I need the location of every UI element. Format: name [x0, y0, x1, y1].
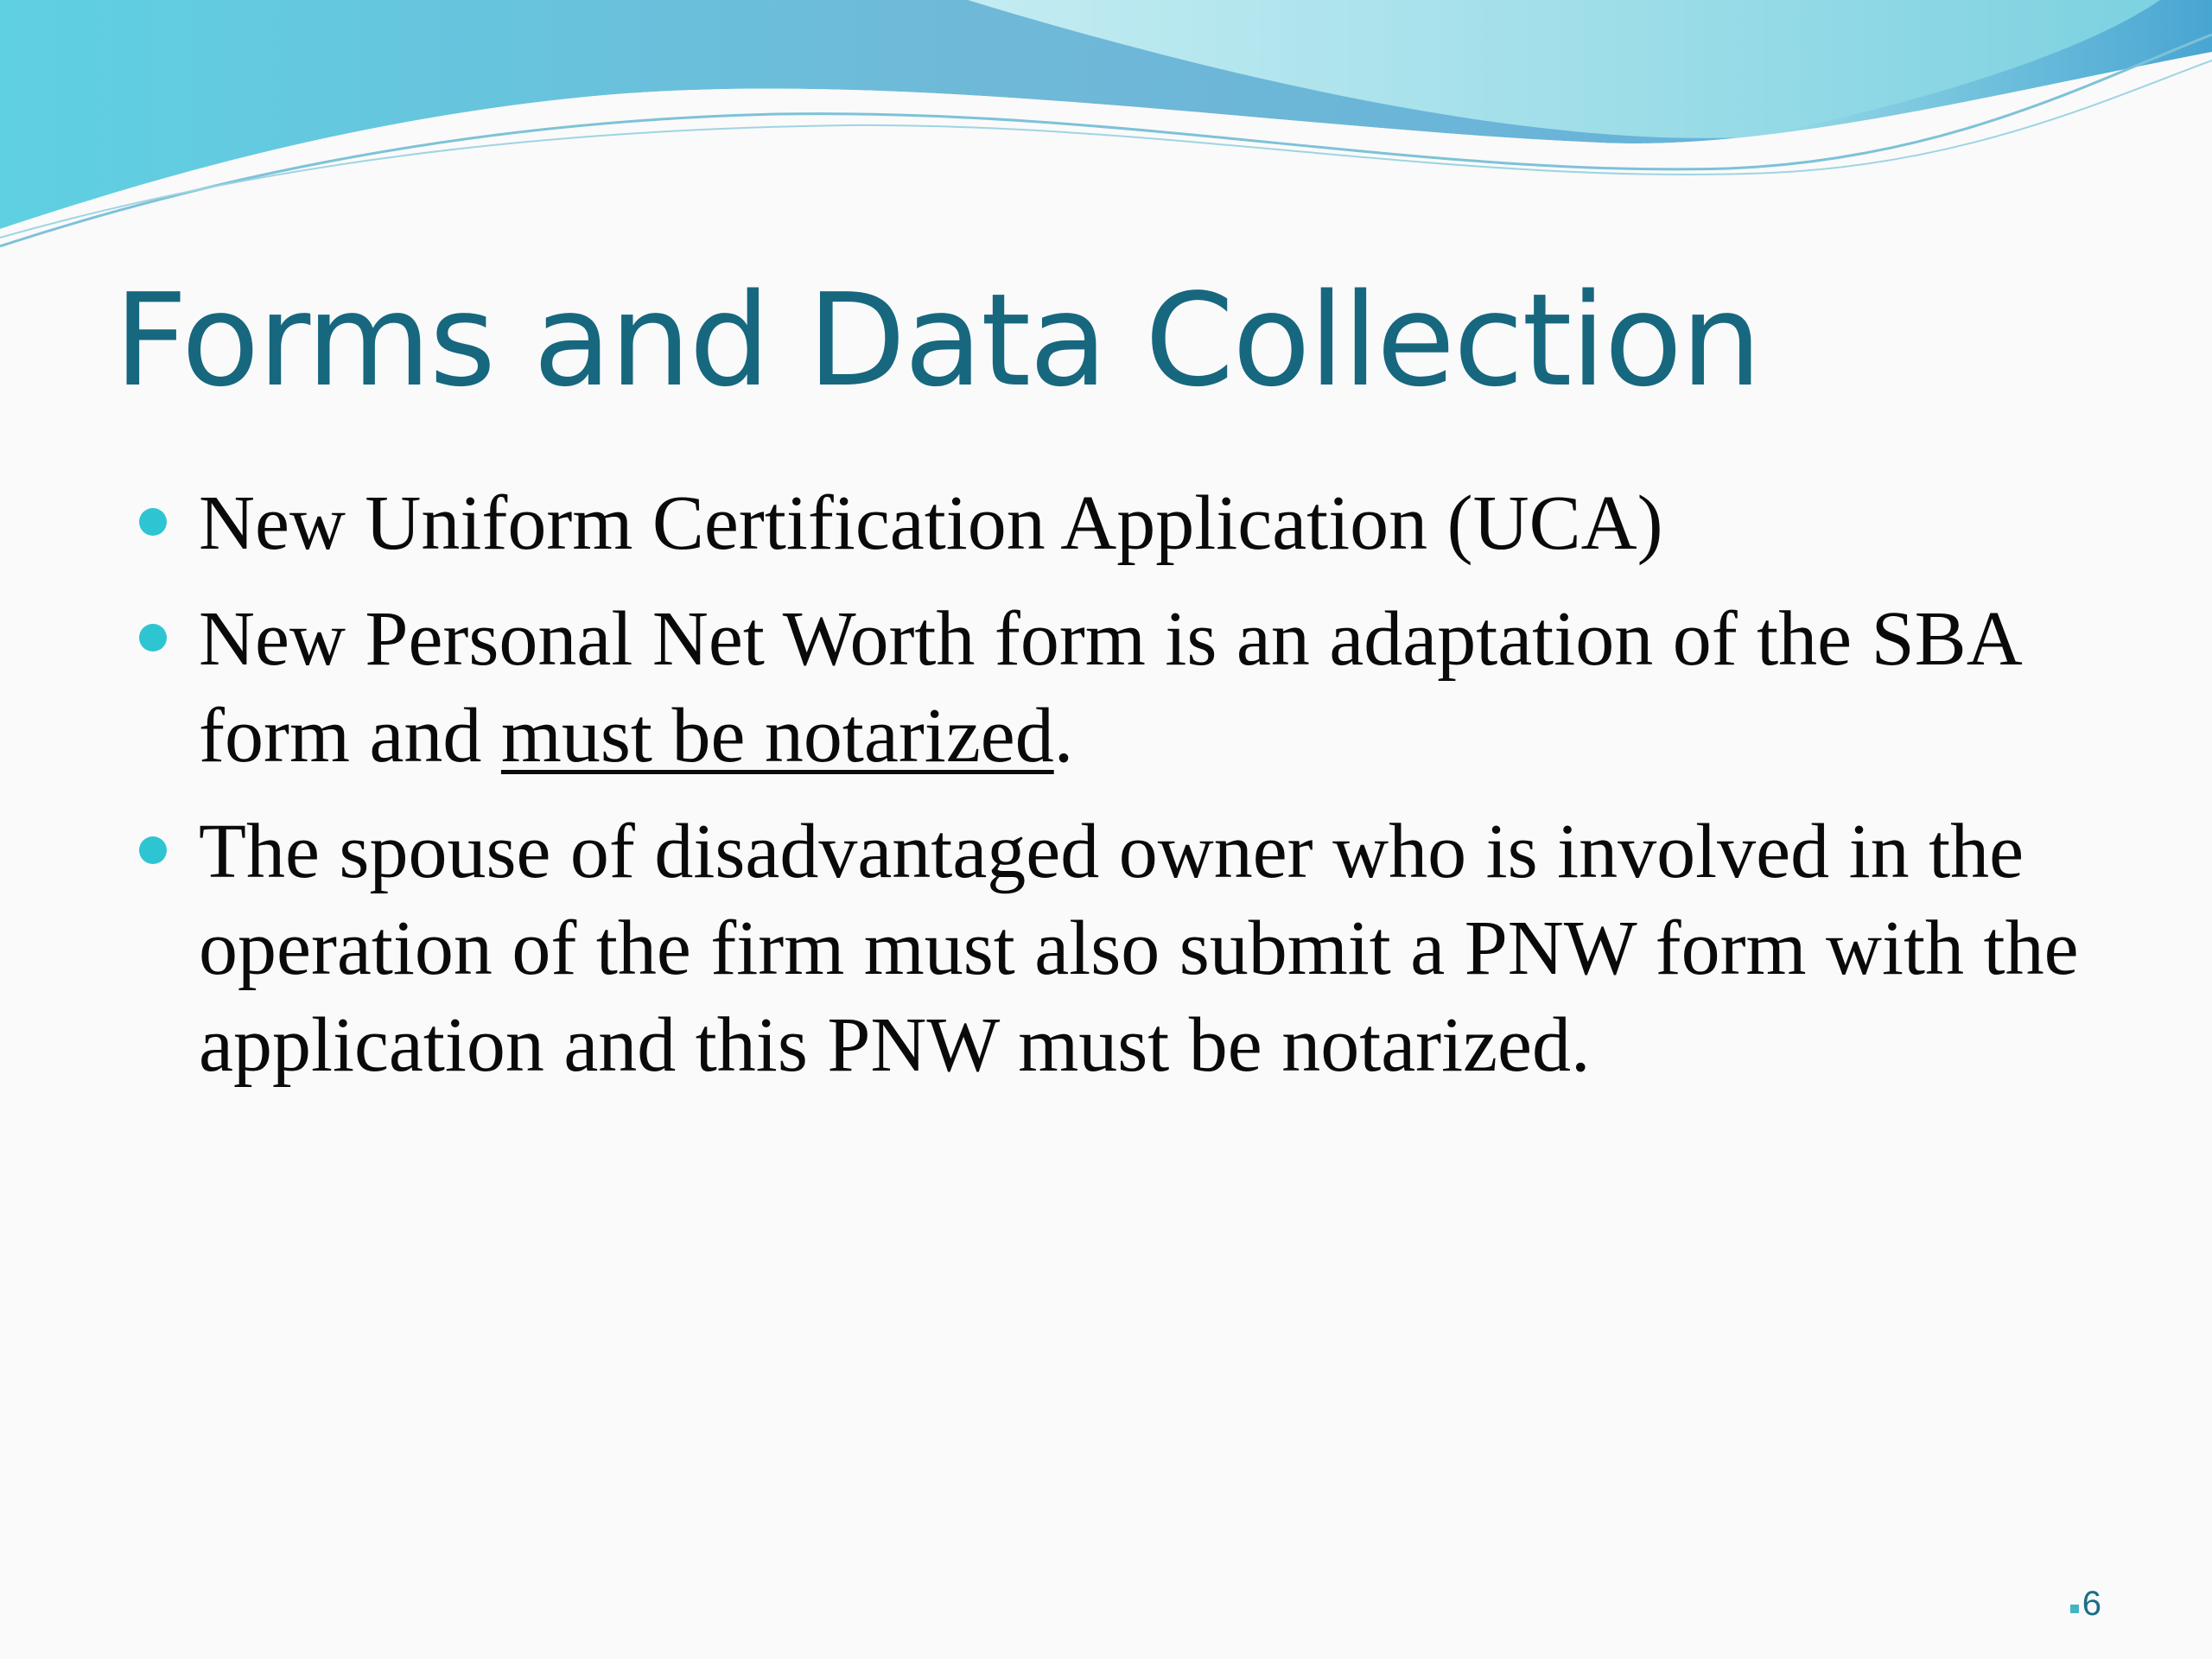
slide-number-text: 6 — [2082, 1585, 2101, 1623]
slide-title: Forms and Data Collection — [114, 266, 1760, 415]
bullet-item — [199, 475, 2082, 572]
underlined-emphasis: must be notarized — [500, 693, 1054, 779]
bullet-text: New Personal Net Worth form is an adaptation of the SBA form and — [199, 596, 2018, 779]
slide-number-marker-icon — [2070, 1605, 2079, 1613]
header-wave-decoration — [0, 0, 2212, 259]
bullet-item — [199, 591, 2082, 785]
bullet-dot-icon — [139, 624, 167, 652]
bullet-dot-icon — [139, 836, 167, 864]
slide-number — [2070, 1585, 2101, 1624]
bullet-text-end: . — [1053, 693, 1074, 779]
bullet-text: The spouse of disadvantaged owner who is involved in the operation of the firm must also submit a PNW form with the application and this PNW must be notarized. — [199, 809, 2079, 1088]
bullet-item — [199, 804, 2082, 1094]
bullet-list — [199, 475, 2082, 1113]
bullet-text: New Uniform Certification Application (UCA) — [199, 480, 1663, 566]
bullet-dot-icon — [139, 508, 167, 536]
